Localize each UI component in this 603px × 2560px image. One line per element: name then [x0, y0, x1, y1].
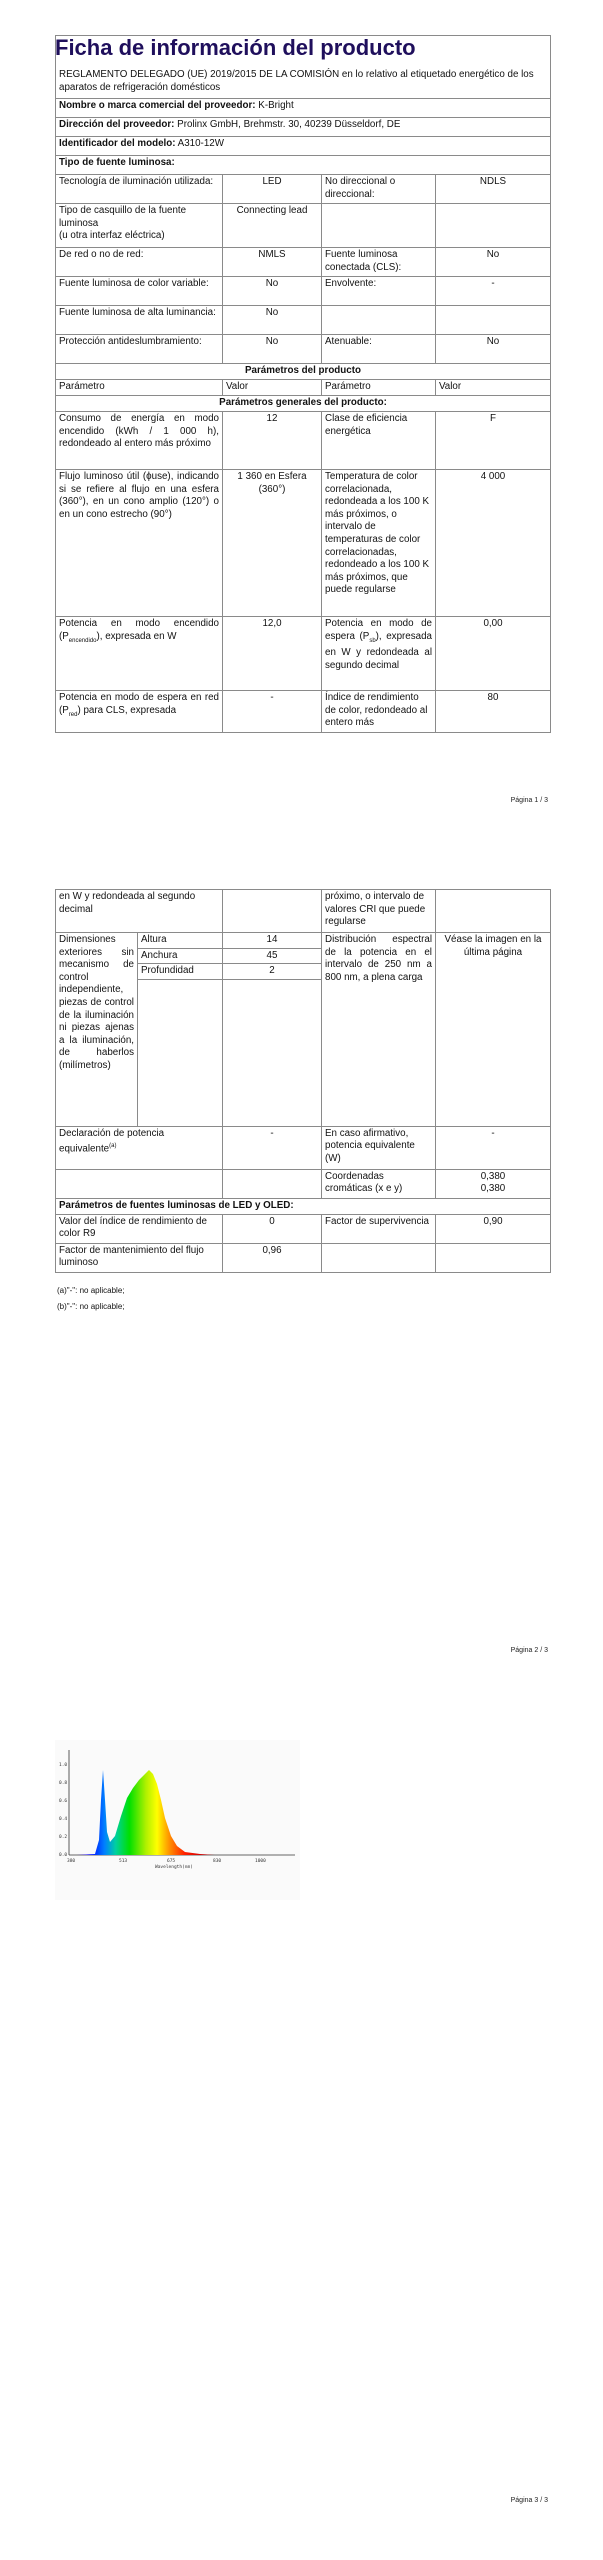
xtick-2: 675	[167, 1859, 176, 1864]
ytick-1: 0.2	[59, 1835, 68, 1840]
equivalent-value: -	[223, 1126, 322, 1169]
cls-value: No	[436, 248, 551, 277]
maintenance-value: 0,96	[223, 1243, 322, 1272]
glare-label: Protección antideslumbramiento:	[56, 335, 223, 364]
network-standby-label: Potencia en modo de espera en red $(P_{red})$ para CLS, expresada	[56, 691, 223, 733]
width-label: Anchura	[138, 948, 223, 964]
survival-value: 0,90	[436, 1214, 551, 1243]
continued-left: en W y redondeada al segundo decimal	[56, 890, 223, 933]
address-row: Dirección del proveedor: Prolinx GmbH, Brehmstr. 30, 40239 Düsseldorf, DE	[56, 118, 551, 137]
direction-value: NDLS	[436, 175, 551, 204]
general-header: Parámetros generales del producto:	[56, 396, 551, 412]
ytick-3: 0.6	[59, 1799, 68, 1804]
height-label: Altura	[138, 933, 223, 949]
width-value: 45	[223, 948, 322, 964]
class-label: Clase de eficiencia energética	[322, 412, 436, 470]
r9-label: Valor del índice de rendimiento de color R9	[56, 1214, 223, 1243]
params-header: Parámetros del producto	[56, 364, 551, 380]
equivalent-power-value: -	[436, 1126, 551, 1169]
flux-label: Flujo luminoso útil (ϕuse), indicando si se refiere al flujo en una esfera (360°), en un cono amplio (120°) o en un cono estrecho (90°)	[56, 470, 223, 617]
r9-value: 0	[223, 1214, 322, 1243]
envelope-value: -	[436, 277, 551, 306]
product-info-table-page1	[55, 35, 551, 733]
col-param-1: Parámetro	[56, 380, 223, 396]
variable-colour-label: Fuente luminosa de color variable:	[56, 277, 223, 306]
footnote-b: (b)"-": no aplicable;	[57, 1302, 125, 1311]
chromaticity-value: 0,380 0,380	[436, 1169, 551, 1198]
cap-label: Tipo de casquillo de la fuente luminosa (u otra interfaz eléctrica)	[56, 204, 223, 248]
tech-label: Tecnología de iluminación utilizada:	[56, 175, 223, 204]
standby-value: 0,00	[436, 617, 551, 691]
class-value: F	[436, 412, 551, 470]
spectrum-image	[55, 1740, 300, 1900]
page-number-3: Página 3 / 3	[510, 2497, 548, 2504]
col-param-2: Parámetro	[322, 380, 436, 396]
equivalent-label: Declaración de potencia equivalente$^{(a)}$	[56, 1126, 223, 1169]
dims-label: Dimensiones exteriores sin mecanismo de control independiente, piezas de control de la iluminación ni piezas ajenas a la iluminación, de haberlos (milímetros)	[56, 933, 138, 1127]
source-type-row: Tipo de fuente luminosa:	[56, 156, 551, 175]
page-title: Ficha de información del producto	[55, 35, 416, 60]
product-info-table-page2	[55, 889, 551, 1273]
network-standby-value: -	[223, 691, 322, 733]
power-on-value: 12,0	[223, 617, 322, 691]
direction-label: No direccional o direccional:	[322, 175, 436, 204]
variable-colour-value: No	[223, 277, 322, 306]
xlabel: Wavelength(nm)	[155, 1865, 193, 1870]
flux-value: 1 360 en Esfera (360°)	[223, 470, 322, 617]
model-row: Identificador del modelo: A310-12W	[56, 137, 551, 156]
glare-value: No	[223, 335, 322, 364]
led-header: Parámetros de fuentes luminosas de LED y OLED:	[56, 1198, 551, 1214]
ytick-4: 0.8	[59, 1781, 68, 1786]
dimmable-value: No	[436, 335, 551, 364]
col-value-1: Valor	[223, 380, 322, 396]
xtick-4: 1000	[255, 1859, 266, 1864]
power-on-label: Potencia en modo encendido $(P_{encendido})$, expresada en W	[56, 617, 223, 691]
cct-value: 4 000	[436, 470, 551, 617]
equivalent-power-label: En caso afirmativo, potencia equivalente (W)	[322, 1126, 436, 1169]
dimmable-label: Atenuable:	[322, 335, 436, 364]
ytick-0: 0.0	[59, 1853, 68, 1858]
survival-label: Factor de supervivencia	[322, 1214, 436, 1243]
envelope-label: Envolvente:	[322, 277, 436, 306]
depth-label: Profundidad	[138, 964, 223, 980]
maintenance-label: Factor de mantenimiento del flujo luminoso	[56, 1243, 223, 1272]
cri-value: 80	[436, 691, 551, 733]
energy-value: 12	[223, 412, 322, 470]
xtick-1: 513	[119, 1859, 128, 1864]
cct-label: Temperatura de color correlacionada, redondeada a los 100 K más próximos, o intervalo de temperaturas de color correlacionadas, redondeado a los 100 K más próximos, que puede regularse	[322, 470, 436, 617]
page-number-2: Página 2 / 3	[510, 1647, 548, 1654]
mains-label: De red o no de red:	[56, 248, 223, 277]
high-luminance-value: No	[223, 306, 322, 335]
ytick-2: 0.4	[59, 1817, 68, 1822]
cap-value: Connecting lead	[223, 204, 322, 248]
tech-value: LED	[223, 175, 322, 204]
mains-value: NMLS	[223, 248, 322, 277]
energy-label: Consumo de energía en modo encendido (kWh / 1 000 h), redondeado al entero más próximo	[56, 412, 223, 470]
cri-label: Índice de rendimiento de color, redondeado al entero más	[322, 691, 436, 733]
chromaticity-label: Coordenadas cromáticas (x e y)	[322, 1169, 436, 1198]
high-luminance-label: Fuente luminosa de alta luminancia:	[56, 306, 223, 335]
regulation-text: REGLAMENTO DELEGADO (UE) 2019/2015 DE LA COMISIÓN en lo relativo al etiquetado energético de los aparatos de refrigeración domésticos	[56, 68, 551, 99]
spectrum-chart	[55, 1740, 300, 1900]
supplier-row: Nombre o marca comercial del proveedor: K-Bright	[56, 99, 551, 118]
xtick-3: 830	[213, 1859, 222, 1864]
xtick-0: 380	[67, 1859, 76, 1864]
col-value-2: Valor	[436, 380, 551, 396]
footnote-a: (a)"-": no aplicable;	[57, 1286, 125, 1295]
spd-value: Véase la imagen en la última página	[436, 933, 551, 1127]
page-number-1: Página 1 / 3	[510, 797, 548, 804]
continued-right: próximo, o intervalo de valores CRI que puede regularse	[322, 890, 436, 933]
cls-label: Fuente luminosa conectada (CLS):	[322, 248, 436, 277]
depth-value: 2	[223, 964, 322, 980]
height-value: 14	[223, 933, 322, 949]
spd-label: Distribución espectral de la potencia en el intervalo de 250 nm a 800 nm, a plena carga	[322, 933, 436, 1127]
ytick-5: 1.0	[59, 1763, 68, 1768]
standby-label: Potencia en modo de espera $(P_{sb})$, expresada en W y redondeada al segundo decimal	[322, 617, 436, 691]
